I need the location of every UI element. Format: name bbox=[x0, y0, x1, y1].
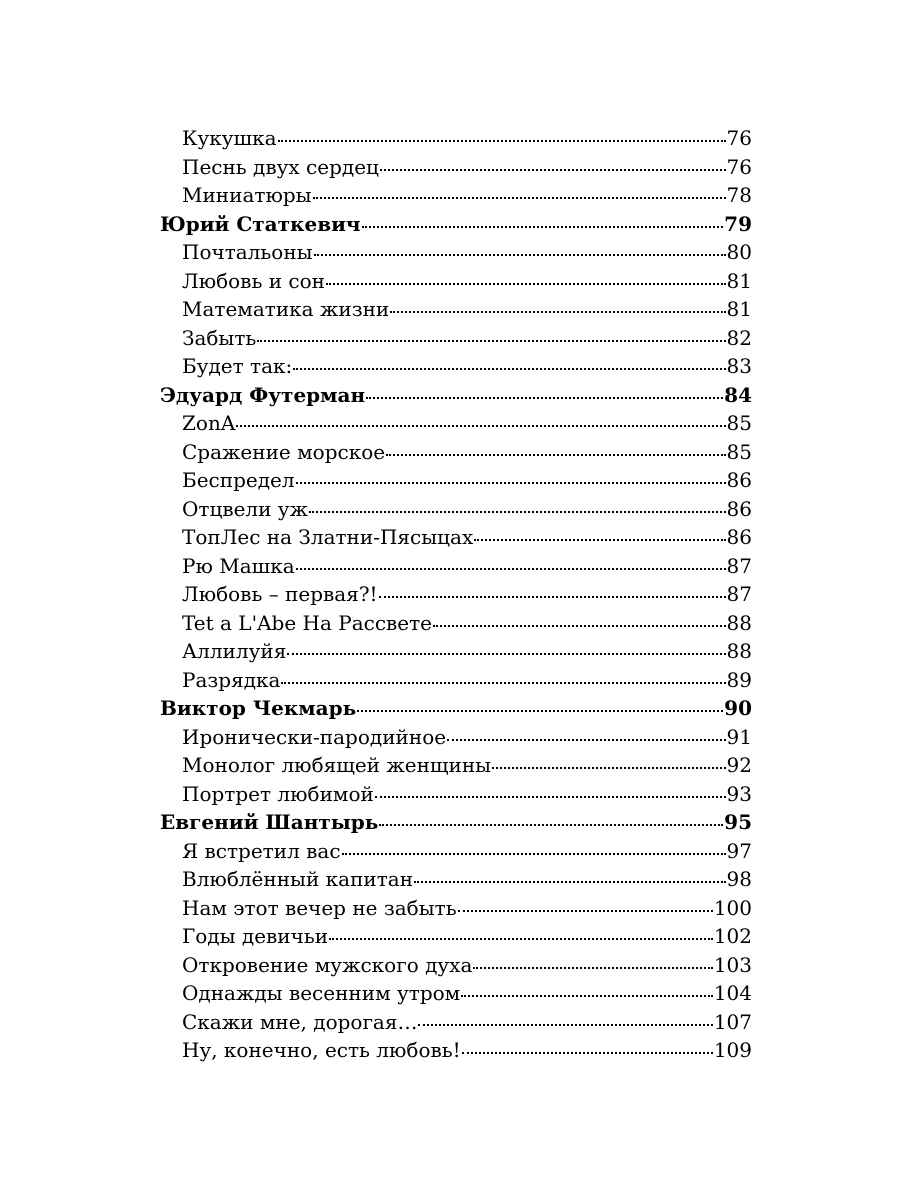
dot-leader bbox=[296, 568, 726, 570]
page-number: 107 bbox=[713, 1009, 752, 1034]
toc-poem-entry bbox=[160, 609, 752, 638]
dot-leader bbox=[362, 226, 724, 228]
page-number: 91 bbox=[726, 724, 752, 749]
toc-poem-entry bbox=[160, 780, 752, 809]
poem-title: Забыть bbox=[182, 325, 257, 350]
page-number: 79 bbox=[724, 211, 752, 236]
toc-poem-entry bbox=[160, 837, 752, 866]
dot-leader bbox=[296, 482, 726, 484]
dot-leader bbox=[326, 283, 726, 285]
poem-title: Отцвели уж bbox=[182, 496, 308, 521]
dot-leader bbox=[357, 710, 723, 712]
poem-title: Я встретил вас bbox=[182, 838, 341, 863]
page-number: 86 bbox=[726, 468, 752, 492]
toc-author-entry bbox=[160, 381, 752, 410]
poem-title: Скажи мне, дорогая… bbox=[182, 1009, 418, 1034]
poem-title: Аллилуйя bbox=[182, 639, 287, 663]
poem-title: Однажды весенним утром bbox=[182, 981, 461, 1005]
dot-leader bbox=[257, 340, 725, 342]
dot-leader bbox=[414, 881, 725, 883]
poem-title: Разрядка bbox=[182, 667, 281, 692]
page-number: 103 bbox=[713, 952, 752, 977]
toc-poem-entry bbox=[160, 352, 752, 381]
page-number: 87 bbox=[726, 582, 752, 606]
poem-title: Рю Машка bbox=[182, 553, 295, 578]
dot-leader bbox=[390, 311, 725, 313]
page-number: 78 bbox=[726, 183, 752, 207]
toc-poem-entry bbox=[160, 181, 752, 210]
poem-title: Иронически-пародийное bbox=[182, 724, 447, 749]
dot-leader bbox=[386, 454, 725, 456]
author-name: Эдуард Футерман bbox=[160, 382, 366, 407]
dot-leader bbox=[380, 169, 726, 171]
dot-leader bbox=[281, 682, 725, 684]
dot-leader bbox=[379, 824, 723, 826]
poem-title: Кукушка bbox=[182, 126, 277, 150]
dot-leader bbox=[492, 767, 725, 769]
dot-leader bbox=[474, 539, 725, 541]
page-number: 98 bbox=[726, 867, 752, 891]
toc-poem-entry bbox=[160, 409, 752, 438]
page-number: 92 bbox=[726, 753, 752, 777]
page-number: 85 bbox=[726, 439, 752, 464]
poem-title: Математика жизни bbox=[182, 297, 390, 321]
page-number: 81 bbox=[726, 268, 752, 293]
page-number: 104 bbox=[713, 981, 752, 1005]
dot-leader bbox=[287, 653, 725, 655]
poem-title: Будет так: bbox=[182, 354, 293, 378]
dot-leader bbox=[342, 853, 726, 855]
toc-poem-entry bbox=[160, 438, 752, 467]
toc-poem-entry bbox=[160, 1036, 752, 1065]
page-number: 82 bbox=[726, 325, 752, 350]
poem-title: Любовь – первая?! bbox=[182, 582, 378, 606]
toc-author-entry bbox=[160, 694, 752, 723]
poem-title: Беспредел bbox=[182, 468, 295, 492]
page-number: 76 bbox=[726, 154, 752, 179]
page-number: 89 bbox=[726, 667, 752, 692]
toc-poem-entry bbox=[160, 979, 752, 1008]
toc-poem-entry bbox=[160, 466, 752, 495]
toc-poem-entry bbox=[160, 238, 752, 267]
poem-title: Любовь и сон bbox=[182, 268, 325, 293]
toc-poem-entry bbox=[160, 751, 752, 780]
page-number: 100 bbox=[713, 895, 752, 920]
toc-poem-entry bbox=[160, 324, 752, 353]
page-number: 80 bbox=[726, 240, 752, 264]
toc-poem-entry bbox=[160, 951, 752, 980]
toc-poem-entry bbox=[160, 153, 752, 182]
poem-title: Песнь двух сердец bbox=[182, 154, 379, 179]
toc-poem-entry bbox=[160, 637, 752, 666]
dot-leader bbox=[433, 625, 726, 627]
page-number: 109 bbox=[713, 1038, 752, 1062]
page-number: 95 bbox=[724, 810, 752, 834]
toc-poem-entry bbox=[160, 267, 752, 296]
dot-leader bbox=[462, 1052, 713, 1054]
page-number: 87 bbox=[726, 553, 752, 578]
dot-leader bbox=[313, 197, 726, 199]
dot-leader bbox=[461, 995, 713, 997]
toc-poem-entry bbox=[160, 922, 752, 951]
page-number: 83 bbox=[726, 354, 752, 378]
poem-title: Влюблённый капитан bbox=[182, 867, 414, 891]
toc-author-entry bbox=[160, 808, 752, 837]
toc-poem-entry bbox=[160, 495, 752, 524]
poem-title: Годы девичьи bbox=[182, 924, 329, 948]
author-name: Виктор Чекмарь bbox=[160, 696, 357, 720]
dot-leader bbox=[379, 596, 726, 598]
poem-title: Откровение мужского духа bbox=[182, 952, 473, 977]
dot-leader bbox=[278, 140, 726, 142]
dot-leader bbox=[473, 967, 712, 969]
poem-title: Ну, конечно, есть любовь! bbox=[182, 1038, 461, 1062]
poem-title: Почтальоны bbox=[182, 240, 313, 264]
page-number: 97 bbox=[726, 838, 752, 863]
page-number: 88 bbox=[726, 639, 752, 663]
poem-title: Сражение морское bbox=[182, 439, 386, 464]
poem-title: Нам этот вечер не забыть bbox=[182, 895, 457, 920]
author-name: Юрий Статкевич bbox=[160, 211, 361, 236]
toc-poem-entry bbox=[160, 580, 752, 609]
toc-poem-entry bbox=[160, 295, 752, 324]
poem-title: ZonA bbox=[182, 411, 236, 435]
toc-poem-entry bbox=[160, 1008, 752, 1037]
dot-leader bbox=[309, 511, 726, 513]
toc-poem-entry bbox=[160, 124, 752, 153]
page-number: 85 bbox=[726, 411, 752, 435]
page-number: 102 bbox=[713, 924, 752, 948]
table-of-contents bbox=[160, 124, 752, 1065]
poem-title: Tet a L'Abe На Рассвете bbox=[182, 610, 433, 635]
poem-title: Монолог любящей женщины bbox=[182, 753, 492, 777]
page-number: 86 bbox=[726, 525, 752, 549]
page-number: 81 bbox=[726, 297, 752, 321]
toc-poem-entry bbox=[160, 552, 752, 581]
dot-leader bbox=[375, 796, 726, 798]
dot-leader bbox=[293, 368, 725, 370]
dot-leader bbox=[447, 739, 725, 741]
dot-leader bbox=[366, 397, 723, 399]
page-number: 93 bbox=[726, 781, 752, 806]
page-number: 76 bbox=[726, 126, 752, 150]
dot-leader bbox=[314, 254, 726, 256]
dot-leader bbox=[329, 938, 713, 940]
dot-leader bbox=[458, 910, 713, 912]
poem-title: ТопЛес на Златни-Пясыцах bbox=[182, 525, 474, 549]
page-number: 90 bbox=[724, 696, 752, 720]
dot-leader bbox=[418, 1024, 712, 1026]
page-number: 84 bbox=[724, 382, 752, 407]
poem-title: Портрет любимой bbox=[182, 781, 374, 806]
page-number: 86 bbox=[726, 496, 752, 521]
toc-poem-entry bbox=[160, 523, 752, 552]
author-name: Евгений Шантырь bbox=[160, 810, 379, 834]
toc-author-entry bbox=[160, 210, 752, 239]
page-number: 88 bbox=[726, 610, 752, 635]
toc-poem-entry bbox=[160, 723, 752, 752]
poem-title: Миниатюры bbox=[182, 183, 312, 207]
toc-poem-entry bbox=[160, 666, 752, 695]
toc-poem-entry bbox=[160, 894, 752, 923]
dot-leader bbox=[236, 425, 725, 427]
toc-poem-entry bbox=[160, 865, 752, 894]
